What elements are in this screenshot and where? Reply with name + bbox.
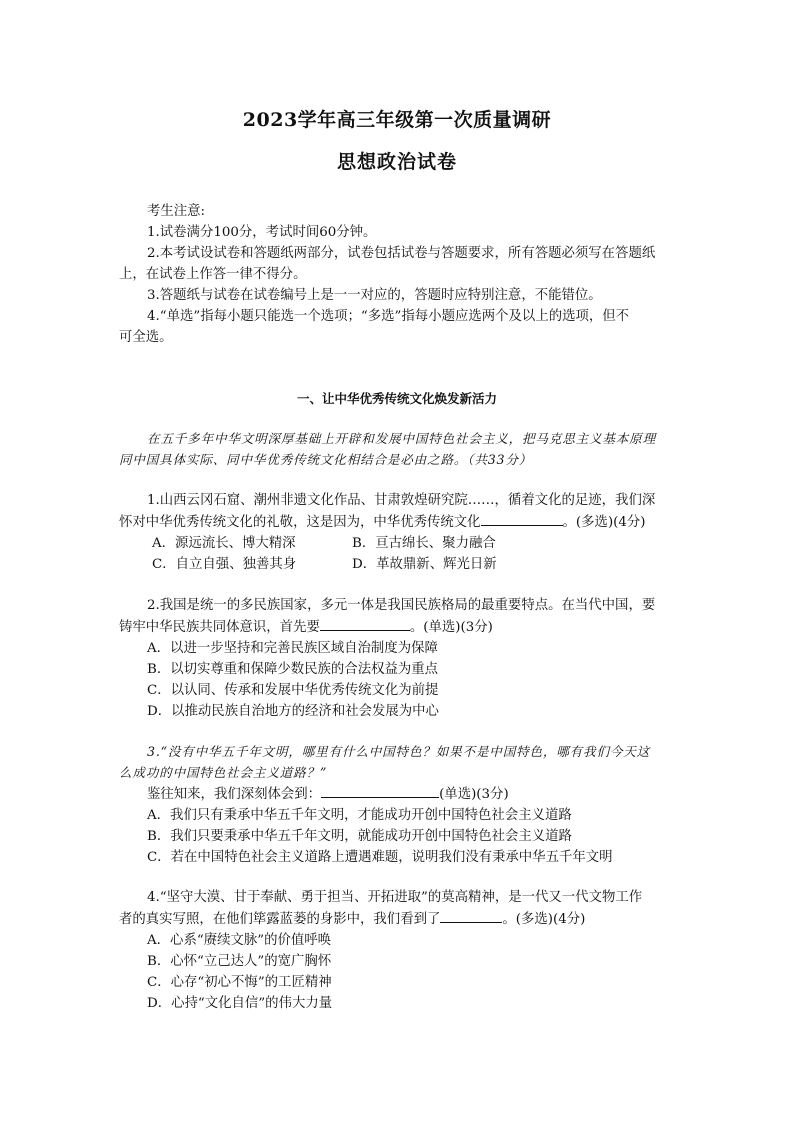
notice-item: 1.试卷满分100分，考试时间60分钟。 (147, 225, 377, 240)
question-stem-line2 (119, 616, 679, 638)
answer-blank (320, 616, 410, 631)
option-row (119, 554, 679, 575)
option-a: A．我们只有秉承中华五千年文明，才能成功开创中国特色社会主义道路 (147, 808, 572, 823)
answer-blank (481, 511, 563, 526)
option-b: B．心怀“立己达人”的宽广胸怀 (147, 954, 332, 969)
exam-subject: 思想政治试卷 (336, 151, 457, 173)
notice-item: 3.答题纸与试卷在试卷编号上是一一对应的，答题时应特别注意，不能错位。 (147, 288, 602, 303)
option-b: B．以切实尊重和保障少数民族的合法权益为重点 (147, 662, 439, 677)
question-stem: 2.我国是统一的多民族国家，多元一体是我国民族格局的最重要特点。在当代中国，要 (147, 598, 656, 613)
question-text: 鉴往知来，我们深刻体会到： (147, 787, 322, 802)
option-c: C．自立自强、独善其身 (152, 557, 297, 572)
option-d: D．革故鼎新、辉光日新 (352, 557, 497, 572)
question-type: 。(多选)(4分) (502, 912, 586, 927)
question-stem-line2 (119, 511, 679, 533)
question-text: 者的真实写照，在他们筚露蓝蒌的身影中，我们看到了 (119, 912, 441, 927)
notice-item: 4.“单选”指每小题只能选一个选项；“多选”指每小题应选两个及以上的选项，但不 (147, 309, 630, 324)
question-2 (119, 595, 679, 722)
question-stem: 1.山西云冈石窟、潮州非遗文化作品、甘肃敦煌研究院……，循着文化的足迹，我们深 (147, 493, 656, 508)
notice-item: 2.本考试设试卷和答题纸两部分，试卷包括试卷与答题要求，所有答题必须写在答题纸 (147, 246, 656, 261)
intro-line: 在五千多年中华文明深厚基础上开辟和发展中国特色社会主义，把马克思主义基本原理 (147, 431, 656, 446)
option-a: A．源远流长、博大精深 (152, 536, 296, 551)
question-stem: 4.“坚守大漠、甘于奉献、勇于担当、开拓进取”的莫高精神，是一代又一代文物工作 (147, 890, 643, 905)
option-d: D．心持“文化自信”的伟大力量 (147, 996, 333, 1011)
question-text: 铸牢中华民族共同体意识，首先要 (119, 620, 320, 635)
question-text: 怀对中华优秀传统文化的礼敬，这是因为，中华优秀传统文化 (119, 515, 481, 530)
option-c: C．若在中国特色社会主义道路上遭遇难题，说明我们没有秉承中华五千年文明 (147, 850, 613, 865)
section-title: 一、让中华优秀传统文化焕发新活力 (296, 391, 497, 406)
question-type: 。(多选)(4分) (562, 515, 646, 530)
question-1 (119, 490, 679, 575)
notice-block (119, 201, 679, 348)
option-c: C．心存“初心不悔”的工匠精神 (147, 975, 332, 990)
question-stem-line (119, 783, 679, 805)
option-b: B．亘古绵长、聚力融合 (352, 536, 496, 551)
question-stem-line2 (119, 908, 679, 930)
notice-heading: 考生注意: (147, 204, 206, 219)
question-4 (119, 887, 679, 1014)
notice-item: 上，在试卷上作答一律不得分。 (119, 267, 307, 282)
question-quote: 3.“没有中华五千年文明，哪里有什么中国特色？如果不是中国特色，哪有我们今天这 (147, 744, 651, 759)
section-intro (119, 428, 679, 470)
option-a: A．以进一步坚持和完善民族区域自治制度为保障 (147, 641, 438, 656)
answer-blank (440, 908, 502, 923)
intro-line: 同中国具体实际、同中华优秀传统文化相结合是必由之路。（共33分） (119, 452, 533, 467)
answer-blank (321, 783, 439, 798)
question-quote: 么成功的中国特色社会主义道路？” (119, 765, 328, 780)
option-d: D．以推动民族自治地方的经济和社会发展为中心 (147, 704, 439, 719)
option-c: C．以认同、传承和发展中华优秀传统文化为前提 (147, 683, 439, 698)
option-a: A．心系“赓续文脉”的价值呼唤 (147, 933, 332, 948)
notice-item: 可全选。 (119, 330, 173, 345)
option-row (119, 533, 679, 554)
question-type: 。(单选)(3分) (409, 620, 493, 635)
exam-title: 2023学年高三年级第一次质量调研 (242, 109, 552, 131)
option-b: B．我们只要秉承中华五千年文明，就能成功开创中国特色社会主义道路 (147, 829, 572, 844)
question-type: (单选)(3分) (439, 787, 509, 802)
question-3 (119, 741, 679, 868)
